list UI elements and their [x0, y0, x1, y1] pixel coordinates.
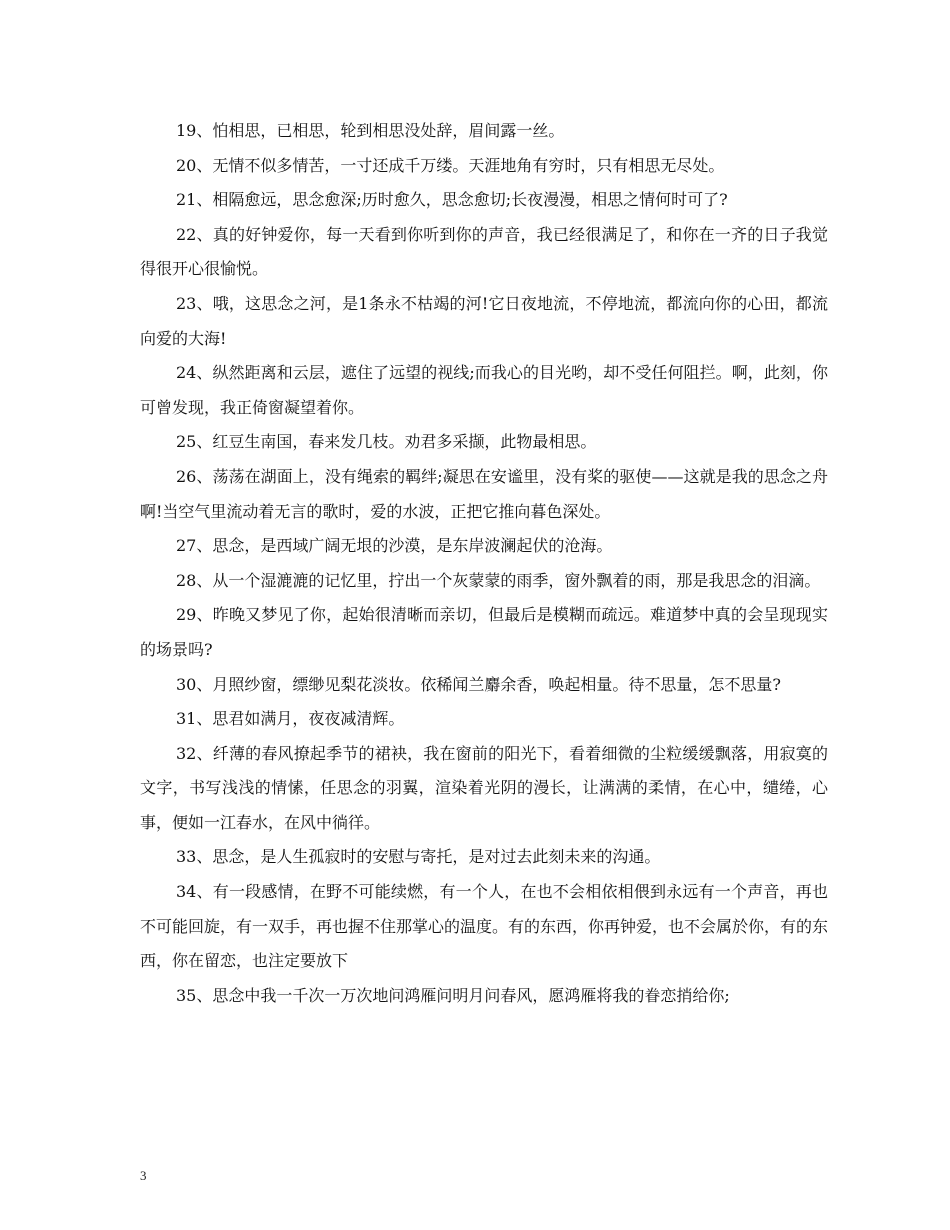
paragraph: 23、哦，这思念之河，是1条永不枯竭的河!它日夜地流，不停地流，都流向你的心田，都流向爱的大海! — [140, 293, 828, 348]
paragraph: 26、荡荡在湖面上，没有绳索的羁绊;凝思在安谧里，没有桨的驱使——这就是我的思念之舟啊!当空气里流动着无言的歌时，爱的水波，正把它推向暮色深处。 — [140, 466, 828, 521]
paragraph: 34、有一段感情，在野不可能续燃，有一个人，在也不会相依相偎到永远有一个声音，再也不可能回旋，有一双手，再也握不住那掌心的温度。有的东西，你再钟爱，也不会属於你，有的东西，你在留恋，也注定要放下 — [140, 882, 829, 971]
page-number: 3 — [140, 1168, 147, 1183]
paragraph: 22、真的好钟爱你，每一天看到你听到你的声音，我已经很满足了，和你在一齐的日子我觉得很开心很愉悦。 — [140, 224, 828, 279]
paragraph: 28、从一个湿漉漉的记忆里，拧出一个灰蒙蒙的雨季，窗外飘着的雨，那是我思念的泪滴。 — [176, 570, 821, 590]
document-body — [140, 114, 828, 1013]
paragraph: 21、相隔愈远，思念愈深;历时愈久，思念愈切;长夜漫漫，相思之情何时可了? — [176, 190, 728, 210]
paragraph: 24、纵然距离和云层，遮住了远望的视线;而我心的目光哟，却不受任何阻拦。啊，此刻，你可曾发现，我正倚窗凝望着你。 — [140, 363, 828, 417]
paragraph: 33、思念，是人生孤寂时的安慰与寄托，是对过去此刻未来的沟通。 — [176, 847, 661, 867]
paragraph: 27、思念，是西域广阔无垠的沙漠，是东岸波澜起伏的沧海。 — [176, 536, 613, 556]
paragraph: 20、无情不似多情苦，一寸还成千万缕。天涯地角有穷时，只有相思无尽处。 — [176, 155, 725, 175]
paragraph: 31、思君如满月，夜夜减清辉。 — [176, 709, 405, 729]
paragraph: 19、怕相思，已相思，轮到相思没处辞，眉间露一丝。 — [176, 121, 565, 140]
paragraph: 29、昨晚又梦见了你，起始很清晰而亲切，但最后是模糊而疏远。难道梦中真的会呈现现实的场景吗? — [140, 605, 828, 659]
paragraph: 30、月照纱窗，缥缈见梨花淡妆。依稀闻兰麝余香，唤起相量。待不思量，怎不思量? — [176, 674, 781, 694]
paragraph: 25、红豆生南国，春来发几枝。劝君多采撷，此物最相思。 — [176, 432, 597, 452]
paragraph: 35、思念中我一千次一万次地问鸿雁问明月问春风，愿鸿雁将我的眷恋捎给你; — [176, 985, 730, 1005]
paragraph: 32、纤薄的春风撩起季节的裙袂，我在窗前的阳光下，看着细微的尘粒缓缓飘落，用寂寞的文字，书写浅浅的情愫，任思念的羽翼，渲染着光阴的漫长，让满满的柔情，在心中，缱绻，心事，便如一江春水，在风中徜徉。 — [140, 743, 828, 832]
